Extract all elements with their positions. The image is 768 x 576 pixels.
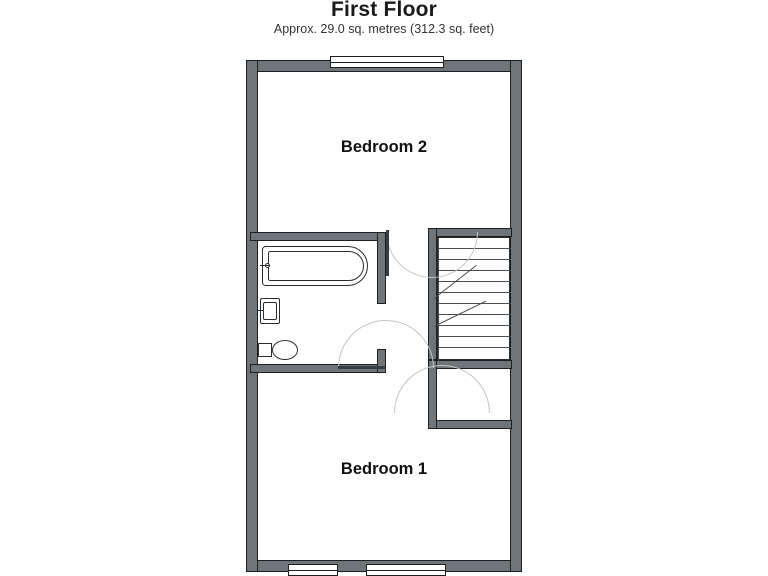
toilet-bowl [272,340,298,360]
window-top-mullion [330,62,444,63]
bathtub-waste-line [260,265,270,266]
stair-step [438,292,511,293]
door-leaf-bathroom [338,366,386,369]
bathtub-inner [268,251,364,281]
stair-step [438,347,511,348]
internal-wall-landing-lower [428,420,512,429]
stair-step [438,281,511,282]
toilet-cistern [258,343,272,357]
internal-wall-bathroom-right [377,232,386,304]
stair-step [438,325,511,326]
washbasin-tap [258,310,264,311]
window-bottom-left-mullion [288,570,338,571]
door-arc-bedroom2 [386,186,478,278]
window-bottom-right-mullion [366,570,446,571]
floorplan-drawing [246,60,522,572]
door-arc-bedroom1 [394,365,490,461]
internal-wall-bathroom-top [250,232,386,241]
outer-wall-right [510,60,522,572]
page-title: First Floor [330,0,438,21]
page-subtitle: Approx. 29.0 sq. metres (312.3 sq. feet) [273,22,495,36]
room-label-bedroom-2: Bedroom 2 [340,138,428,156]
stair-step [438,314,511,315]
washbasin-bowl [263,302,277,320]
room-label-bedroom-1: Bedroom 1 [340,460,428,478]
door-leaf-bedroom2 [386,230,389,276]
stair-step [438,336,511,337]
outer-wall-left [246,60,258,572]
stair-step [438,303,511,304]
